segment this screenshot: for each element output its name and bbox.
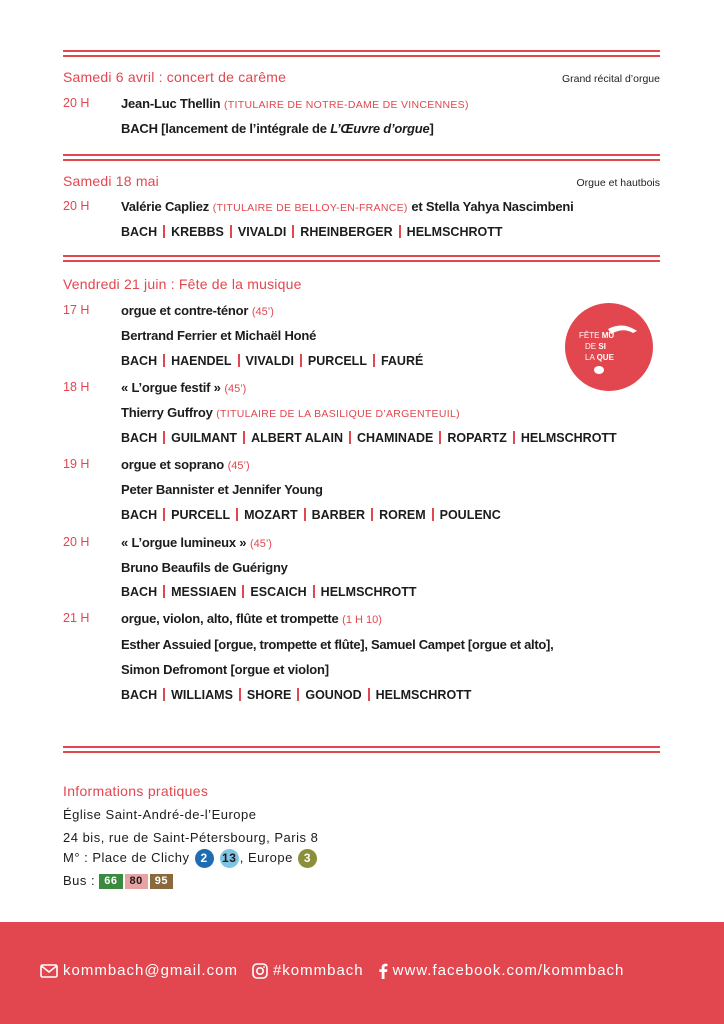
venue-name: Église Saint-André-de-l’Europe <box>63 807 257 822</box>
section-title: Samedi 18 mai <box>63 173 159 189</box>
performers-cont: Simon Defromont [orgue et violon] <box>121 662 329 677</box>
composer-name: PURCELL <box>171 508 231 522</box>
performer: Jean-Luc Thellin <box>121 96 221 111</box>
composer-name: PURCELL <box>307 354 367 368</box>
composer-name: ALBERT ALAIN <box>251 431 343 445</box>
event-duration: (45’) <box>251 306 274 318</box>
composer-separator <box>300 354 302 367</box>
composer-separator <box>243 431 245 444</box>
composer-name: ROPARTZ <box>447 431 507 445</box>
event-time: 20 H <box>63 96 90 110</box>
event-duration: (45’) <box>249 538 272 550</box>
composer-separator <box>163 688 165 701</box>
divider <box>63 154 660 161</box>
performers: Peter Bannister et Jennifer Young <box>121 482 323 497</box>
metro-line-badge: 13 <box>220 849 239 868</box>
composer-name: BACH <box>121 225 158 239</box>
divider <box>63 50 660 57</box>
composer-separator <box>371 508 373 521</box>
composer-separator <box>399 225 401 238</box>
facebook-icon <box>378 963 388 979</box>
composer-name: GOUNOD <box>305 688 362 702</box>
composer-name: HELMSCHROTT <box>375 688 472 702</box>
composer-separator <box>292 225 294 238</box>
composer-separator <box>242 585 244 598</box>
composer-name: KREBBS <box>171 225 224 239</box>
section-title: Vendredi 21 juin : Fête de la musique <box>63 276 302 292</box>
event-duration: (45’) <box>224 383 247 395</box>
instagram-link[interactable] <box>252 962 364 979</box>
divider <box>63 255 660 262</box>
composer-name: BACH <box>121 508 158 522</box>
composer-separator <box>163 431 165 444</box>
composer-separator <box>432 508 434 521</box>
instagram-icon <box>252 963 268 979</box>
venue-address: 24 bis, rue de Saint-Pétersbourg, Paris 8 <box>63 830 319 845</box>
badge-text: FÊTE <box>579 331 600 340</box>
performers: Esther Assuied [orgue, trompette et flûte], Samuel Campet [orgue et alto], <box>121 637 554 652</box>
composer-separator <box>236 508 238 521</box>
event-title: « L’orgue festif » <box>121 380 221 395</box>
event-title: « L’orgue lumineux » <box>121 535 247 550</box>
performers: Bruno Beaufils de Guérigny <box>121 560 288 575</box>
composer-name: POULENC <box>439 508 501 522</box>
performer-note: (TITULAIRE DE LA BASILIQUE D’ARGENTEUIL) <box>216 408 460 420</box>
badge-text: SI <box>598 342 606 351</box>
bus-info <box>63 873 175 889</box>
section-type: Orgue et hautbois <box>576 177 660 189</box>
event-time: 19 H <box>63 457 90 471</box>
composer-name: HELMSCHROTT <box>406 225 503 239</box>
email-link[interactable] <box>40 962 238 979</box>
composer-separator <box>368 688 370 701</box>
composer-separator <box>513 431 515 444</box>
performers: Bertrand Ferrier et Michaël Honé <box>121 328 317 343</box>
event-title: orgue et contre-ténor <box>121 303 249 318</box>
section-type: Grand récital d’orgue <box>561 73 660 85</box>
email-text: kommbach@gmail.com <box>63 962 238 979</box>
composer-name: HAENDEL <box>171 354 232 368</box>
event-duration: (45’) <box>227 460 250 472</box>
fete-de-la-musique-logo <box>565 303 653 391</box>
event-time: 20 H <box>63 199 90 213</box>
bus-label: Bus : <box>63 873 96 888</box>
bus-line-badge: 66 <box>99 874 122 889</box>
info-title: Informations pratiques <box>63 783 209 799</box>
event-duration: (1 H 10) <box>342 614 382 626</box>
instagram-text: #kommbach <box>272 962 364 979</box>
composer-name: ESCAICH <box>250 585 307 599</box>
metro-line-badge: 3 <box>298 849 317 868</box>
facebook-text: www.facebook.com/kommbach <box>392 962 625 979</box>
program-suffix: ] <box>429 121 434 136</box>
composer-name: HELMSCHROTT <box>520 431 617 445</box>
composer-separator <box>297 688 299 701</box>
performers: Thierry Guffroy <box>121 405 213 420</box>
composer-separator <box>238 354 240 367</box>
metro-info <box>63 849 318 868</box>
metro-line-badge: 2 <box>195 849 214 868</box>
composer-separator <box>373 354 375 367</box>
section-title: Samedi 6 avril : concert de carême <box>63 69 287 85</box>
composer-name: BARBER <box>311 508 366 522</box>
divider <box>63 746 660 753</box>
program-work: L’Œuvre d’orgue <box>330 121 430 136</box>
event-title: orgue et soprano <box>121 457 224 472</box>
composer-separator <box>349 431 351 444</box>
composer-separator <box>313 585 315 598</box>
event-time: 20 H <box>63 535 90 549</box>
composer-separator <box>163 508 165 521</box>
metro-sep: , Europe <box>239 849 293 865</box>
program-text: BACH [lancement de l’intégrale de <box>121 121 331 136</box>
event-time: 17 H <box>63 303 90 317</box>
composer-name: ROREM <box>379 508 426 522</box>
composer-separator <box>304 508 306 521</box>
bus-line-badge: 95 <box>150 874 173 889</box>
composer-name: BACH <box>121 585 158 599</box>
event-title: orgue, violon, alto, flûte et trompette <box>121 611 339 626</box>
badge-text: MU <box>601 331 615 340</box>
performer: Valérie Capliez <box>121 199 210 214</box>
badge-text: QUE <box>596 353 614 362</box>
facebook-link[interactable] <box>378 962 625 979</box>
metro-label: M° : Place de Clichy <box>63 849 190 865</box>
composer-name: WILLIAMS <box>171 688 233 702</box>
composer-name: VIVALDI <box>245 354 294 368</box>
composer-name: FAURÉ <box>380 354 424 368</box>
performer-note: (TITULAIRE DE NOTRE-DAME DE VINCENNES) <box>224 99 469 111</box>
composer-separator <box>239 688 241 701</box>
mail-icon <box>40 964 58 978</box>
composer-name: BACH <box>121 688 158 702</box>
composer-name: VIVALDI <box>237 225 287 239</box>
composer-separator <box>163 585 165 598</box>
badge-text: DE <box>585 342 597 351</box>
event-time: 21 H <box>63 611 90 625</box>
composer-separator <box>439 431 441 444</box>
composer-name: CHAMINADE <box>356 431 434 445</box>
composer-name: GUILMANT <box>171 431 238 445</box>
footer <box>0 922 724 1024</box>
composer-separator <box>163 354 165 367</box>
composer-name: BACH <box>121 431 158 445</box>
performer-rest: et Stella Yahya Nascimbeni <box>411 199 574 214</box>
composer-separator <box>163 225 165 238</box>
event-time: 18 H <box>63 380 90 394</box>
bus-line-badge: 80 <box>125 874 148 889</box>
composer-separator <box>230 225 232 238</box>
composer-name: SHORE <box>246 688 292 702</box>
composer-name: MOZART <box>244 508 298 522</box>
composer-name: MESSIAEN <box>171 585 237 599</box>
composer-name: BACH <box>121 354 158 368</box>
composer-name: HELMSCHROTT <box>320 585 417 599</box>
performer-note: (TITULAIRE DE BELLOY-EN-FRANCE) <box>212 202 408 214</box>
badge-text: LA <box>585 353 595 362</box>
composer-name: RHEINBERGER <box>300 225 393 239</box>
